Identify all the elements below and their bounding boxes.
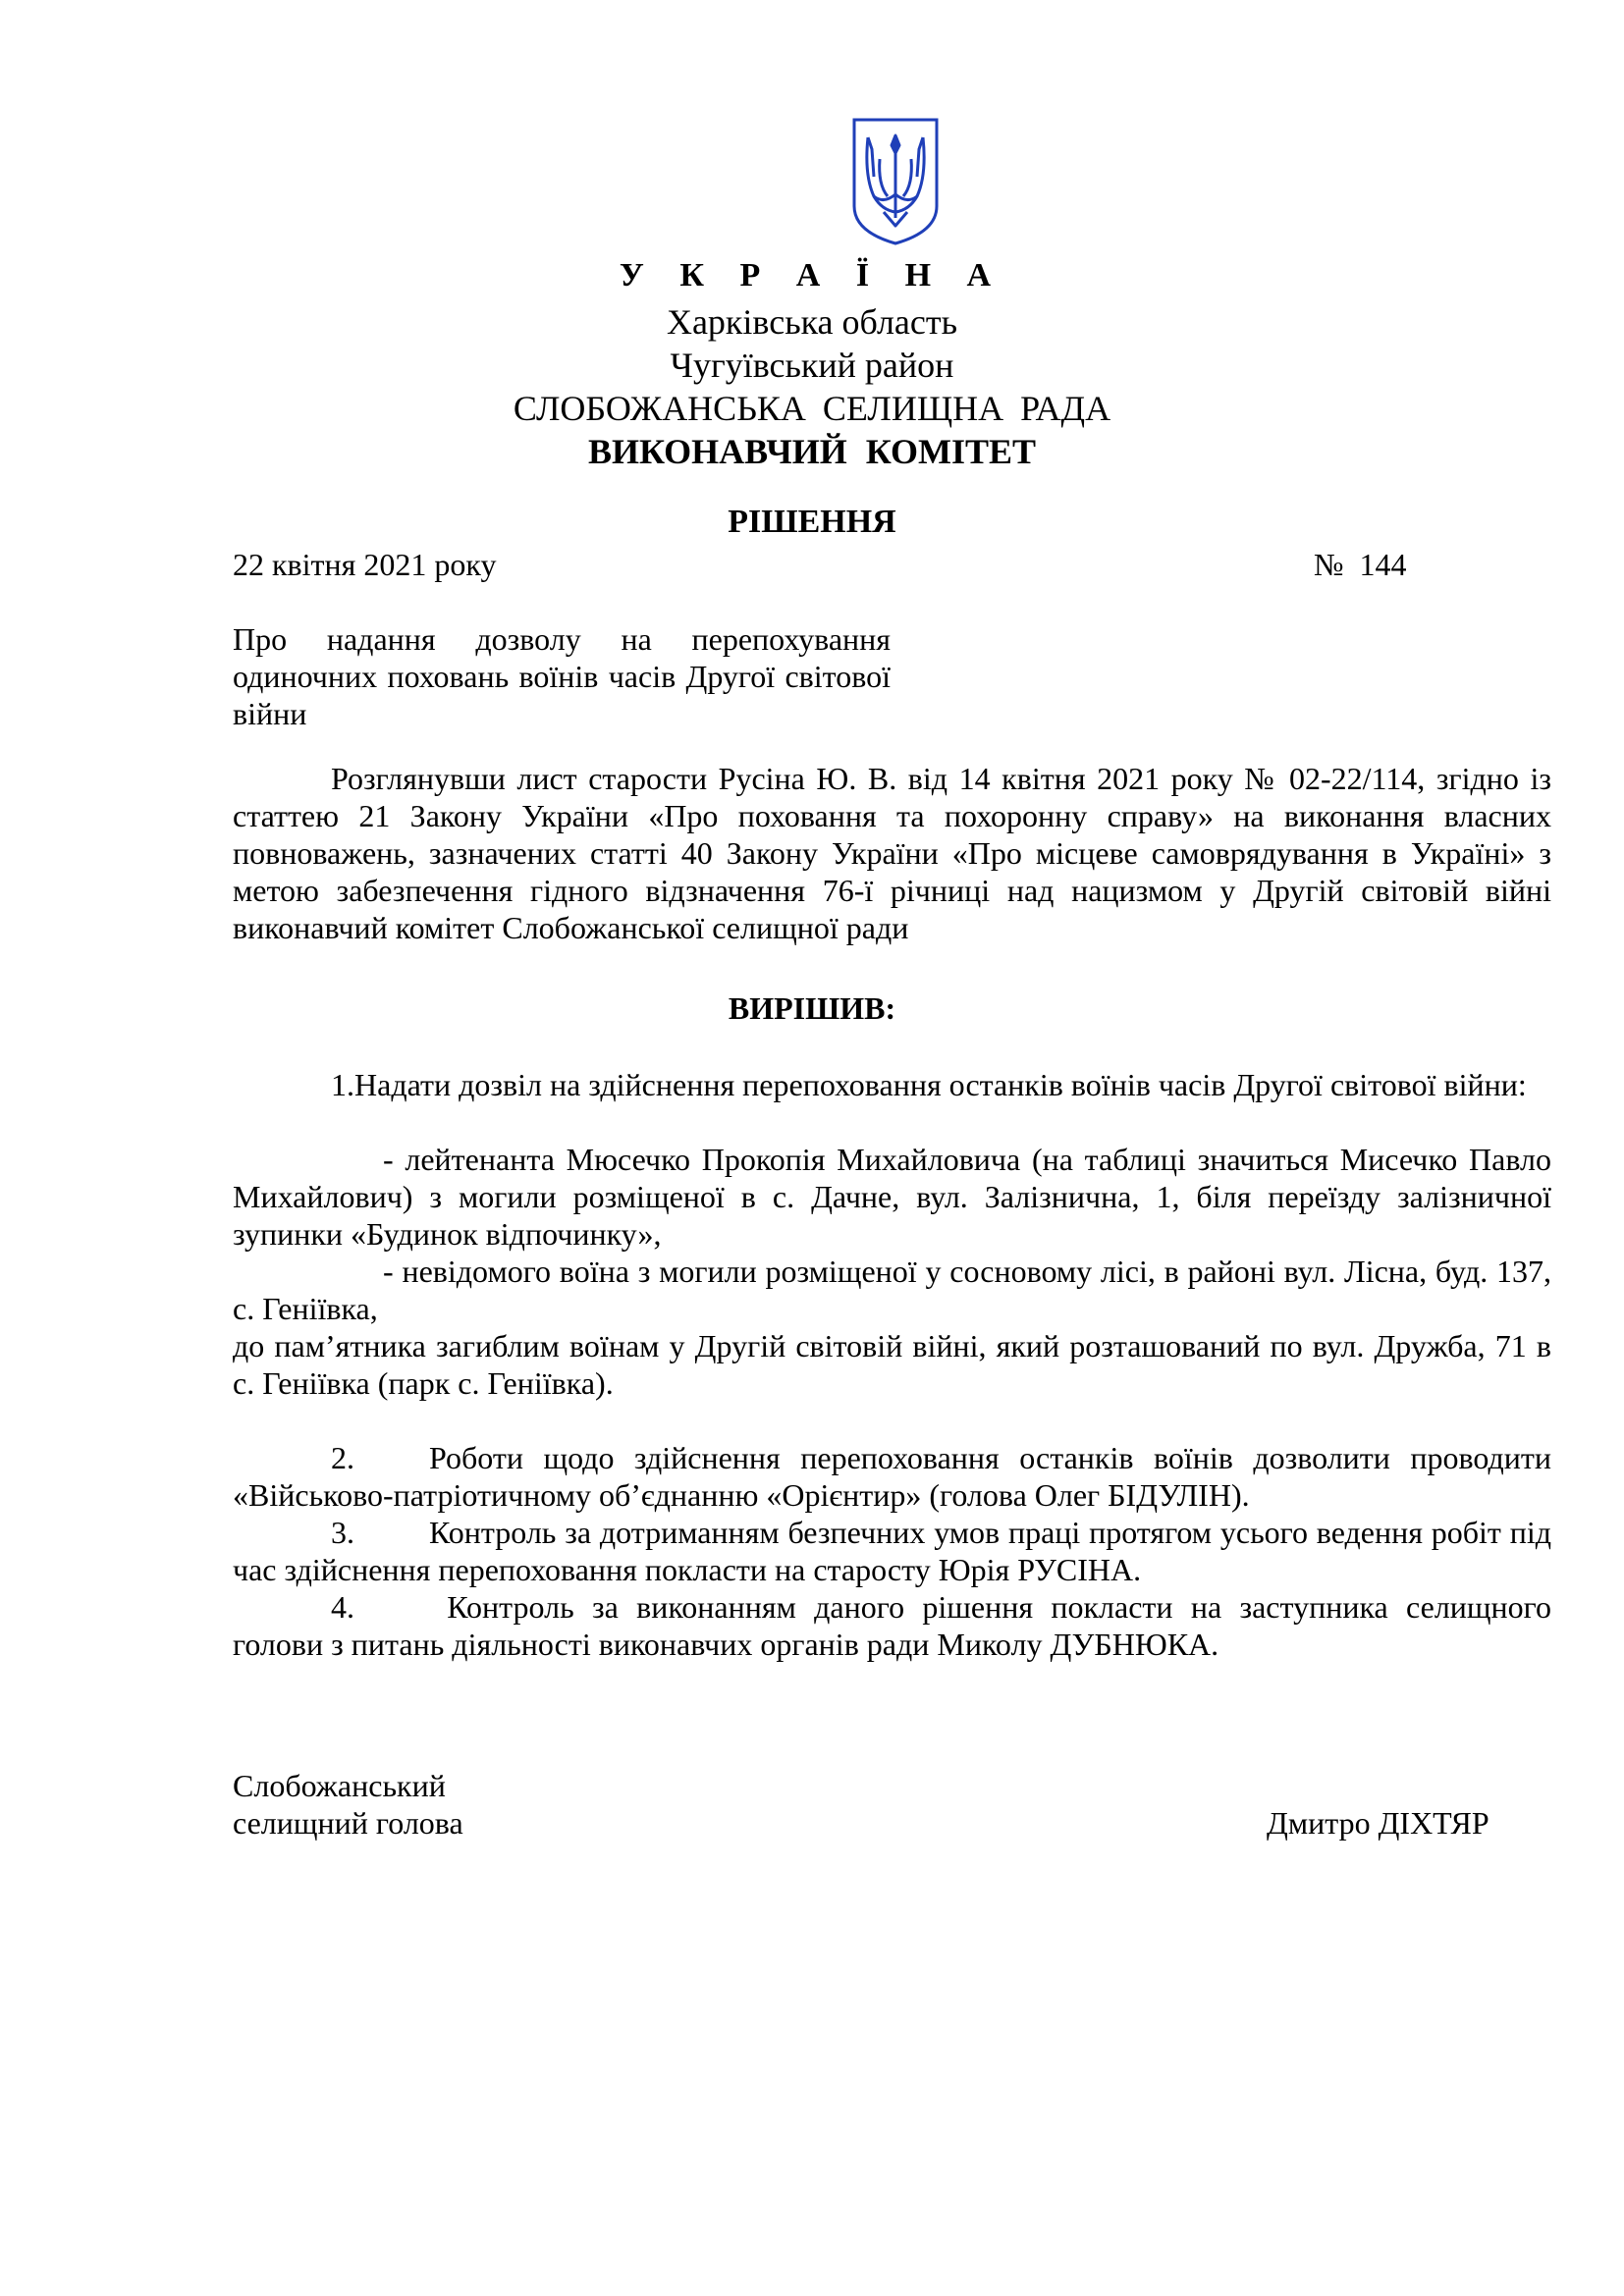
item-4-text: Контроль за виконанням даного рішення покласти на заступника селищного голови з питань діяльності виконавчих органів ради Миколу ДУБНЮКА. bbox=[233, 1589, 1551, 1662]
item-3-text: Контроль за дотриманням безпечних умов праці протягом усього ведення робіт під час здійснення перепоховання покласти на старосту Юрія РУСІНА. bbox=[233, 1515, 1551, 1587]
item-2-number: 2. bbox=[331, 1440, 354, 1475]
item-3-number: 3. bbox=[331, 1515, 354, 1550]
item-2 bbox=[233, 1439, 1551, 1514]
item-2-text: Роботи щодо здійснення перепоховання останків воїнів дозволити проводити «Військово-патріотичному об’єднанню «Орієнтир» (голова Олег БІДУЛІН). bbox=[233, 1440, 1551, 1513]
item-1-tail: до пам’ятника загиблим воїнам у Другій світовій війні, який розташований по вул. Дружба, 71 в с. Геніївка (парк с. Геніївка). bbox=[233, 1328, 1551, 1401]
signatory-name: Дмитро ДІХТЯР bbox=[1267, 1805, 1489, 1841]
decision-subject: Про надання дозволу на перепохування одиночних поховань воїнів часів Другої світової війни bbox=[233, 621, 891, 731]
country-name: У К Р А Ї Н А bbox=[619, 257, 1005, 294]
document-type: РІШЕННЯ bbox=[728, 504, 896, 540]
region-name: Харківська область bbox=[666, 302, 958, 342]
item-4 bbox=[233, 1588, 1551, 1663]
item-1-bullet-2: - невідомого воїна з могили розміщеної у сосновому лісі, в районі вул. Лісна, буд. 137, с. Геніївка, bbox=[233, 1254, 1551, 1326]
decision-number: № 144 bbox=[1314, 547, 1407, 582]
preamble-paragraph: Розглянувши лист старости Русіна Ю. В. від 14 квітня 2021 року № 02-22/114, згідно із статтею 21 Закону України «Про поховання та похоронну справу» на виконання власних повноважень, зазначених статті 40 Закону України «Про місцеве самоврядування в Україні» з метою забезпечення гідного відзначення 76-ї річниці над нацизмом у Другій світовій війні виконавчий комітет Слобожанської селищної ради bbox=[233, 761, 1551, 945]
item-3 bbox=[233, 1514, 1551, 1588]
district-name: Чугуївський район bbox=[670, 346, 954, 385]
decision-date: 22 квітня 2021 року bbox=[233, 547, 497, 582]
item-4-number: 4. bbox=[331, 1589, 354, 1625]
committee-name: ВИКОНАВЧИЙ КОМІТЕТ bbox=[587, 432, 1037, 471]
item-1-paragraph: 1.Надати дозвіл на здійснення перепоховання останків воїнів часів Другої світової війни: bbox=[331, 1067, 1527, 1102]
signatory-title-line-2: селищний голова bbox=[233, 1805, 463, 1841]
trident-coat-of-arms-icon bbox=[850, 116, 941, 247]
item-1-bullet-1: - лейтенанта Мюсечко Прокопія Михайловича (на таблиці значиться Мисечко Павло Михайлович) з могили розміщеної в с. Дачне, вул. Залізнична, 1, біля переїзду залізничної зупинки «Будинок відпочинку», bbox=[233, 1142, 1551, 1252]
signatory-title-line-1: Слобожанський bbox=[233, 1768, 446, 1803]
council-name: СЛОБОЖАНСЬКА СЕЛИЩНА РАДА bbox=[513, 389, 1111, 428]
resolved-heading: ВИРІШИВ: bbox=[728, 990, 896, 1026]
